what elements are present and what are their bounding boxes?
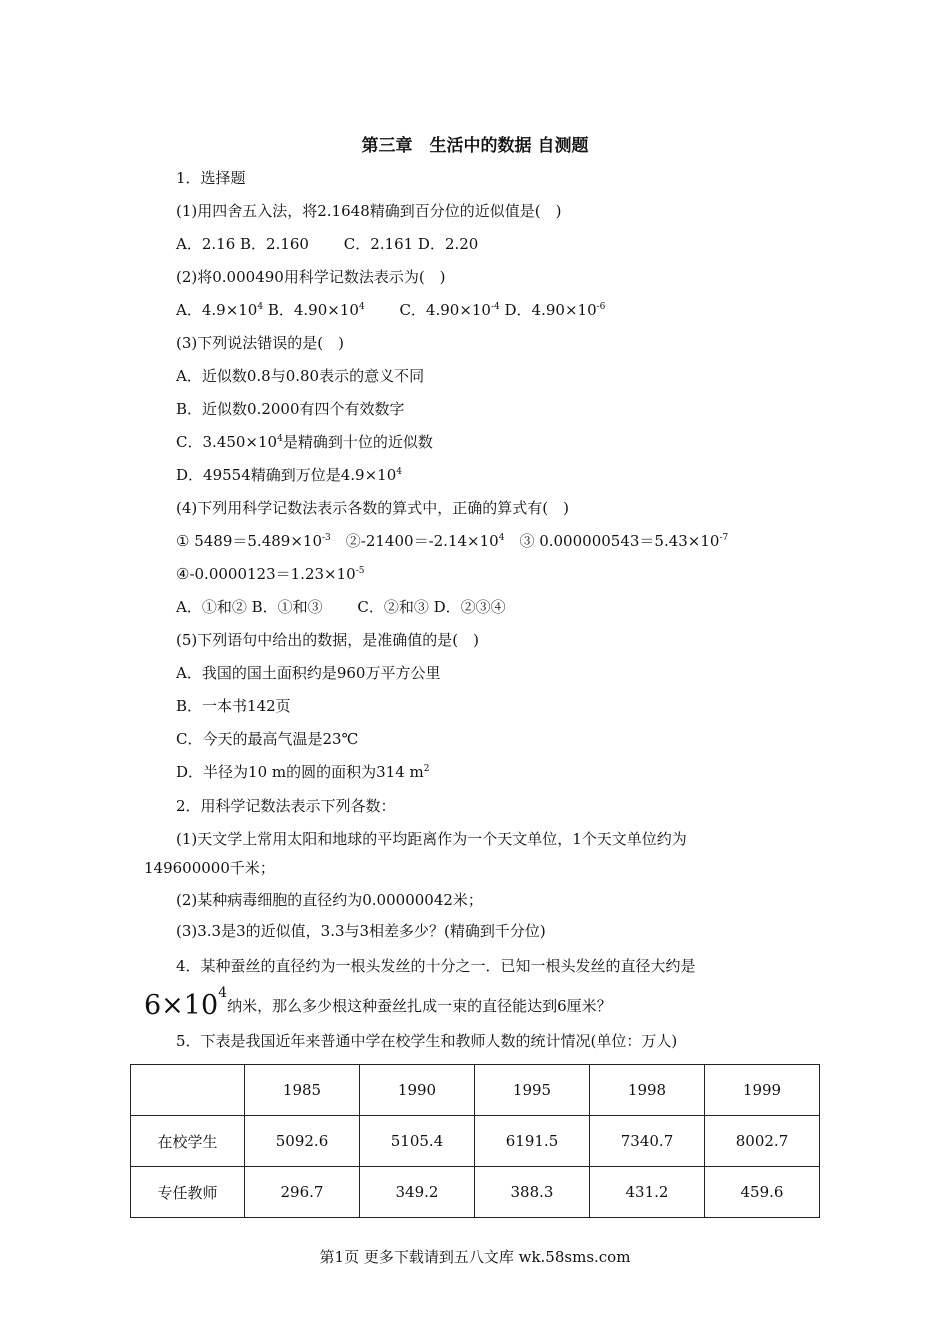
table-cell: 296.7 xyxy=(245,1167,360,1218)
table-cell: 专任教师 xyxy=(131,1167,245,1218)
table-cell: 5105.4 xyxy=(360,1116,475,1167)
q2-3: (3)3.3是3的近似值，3.3与3相差多少？(精确到千分位) xyxy=(176,922,546,940)
table-cell: 1985 xyxy=(245,1065,360,1116)
page-footer: 第1页 更多下载请到五八文库 wk.58sms.com xyxy=(319,1248,631,1266)
table-cell: 1999 xyxy=(705,1065,820,1116)
table-cell: 7340.7 xyxy=(590,1116,705,1167)
q2-1-line2: 149600000千米； xyxy=(144,859,275,877)
table-cell: 388.3 xyxy=(475,1167,590,1218)
table-cell: 在校学生 xyxy=(131,1116,245,1167)
q1-1-options: A．2.16 B．2.160 C．2.161 D．2.20 xyxy=(176,235,479,253)
statistics-table xyxy=(130,1064,820,1218)
table-cell: 459.6 xyxy=(705,1167,820,1218)
table-header-row xyxy=(131,1065,820,1116)
q1-2-options: A．$4.9\times 10^4$ B．$4.90\times 10^4$ C．$4.90\times 10^{-4}$ D．$4.90\times 10^{-6}$ xyxy=(176,301,606,319)
table-cell: 1990 xyxy=(360,1065,475,1116)
table-cell: 431.2 xyxy=(590,1167,705,1218)
q1-5-option-a: A．我国的国土面积约是960万平方公里 xyxy=(176,664,441,682)
q1-3-option-a: A．近似数0.8与0.80表示的意义不同 xyxy=(176,367,425,385)
table-cell: 1995 xyxy=(475,1065,590,1116)
page-title: 第三章 生活中的数据 自测题 xyxy=(361,136,589,156)
q1-2-stem: (2)将0.000490用科学记数法表示为( ) xyxy=(176,268,446,286)
q1-5-option-b: B．一本书142页 xyxy=(176,697,291,715)
q4-line1: 4．某种蚕丝的直径约为一根头发丝的十分之一．已知一根头发丝的直径大约是 xyxy=(176,957,696,975)
q1-4-options: A．①和② B．①和③ C．②和③ D．②③④ xyxy=(176,598,506,616)
q1-5-stem: (5)下列语句中给出的数据，是准确值的是( ) xyxy=(176,631,479,649)
table-cell: 349.2 xyxy=(360,1167,475,1218)
table-cell: 8002.7 xyxy=(705,1116,820,1167)
table-cell: 1998 xyxy=(590,1065,705,1116)
q1-4-expression-4: $④-0.0000123=1.23\times 10^{-5}$ xyxy=(176,565,365,583)
table-cell: 6191.5 xyxy=(475,1116,590,1167)
q1-3-stem: (3)下列说法错误的是( ) xyxy=(176,334,344,352)
q1-4-expressions: ① $5489=5.489\times 10^{-3}$ $②-21400=-2.14\times 10^4$ ③ $0.000000543=5.43\times 10^{-7}$ xyxy=(176,532,729,550)
table-cell: 5092.6 xyxy=(245,1116,360,1167)
table-row xyxy=(131,1116,820,1167)
q1-3-option-b: B．近似数0.2000有四个有效数字 xyxy=(176,400,405,418)
q1-1-stem: (1)用四舍五入法，将2.1648精确到百分位的近似值是( ) xyxy=(176,202,562,220)
q1-heading: 1．选择题 xyxy=(176,169,246,187)
table-row xyxy=(131,1167,820,1218)
q2-heading: 2．用科学记数法表示下列各数： xyxy=(176,797,396,815)
q5-line: 5．下表是我国近年来普通中学在校学生和教师人数的统计情况(单位：万人) xyxy=(176,1032,678,1050)
q1-3-option-c: C．$3.450\times 10^4$是精确到十位的近似数 xyxy=(176,433,433,451)
q2-1-line1: (1)天文学上常用太阳和地球的平均距离作为一个天文单位，1个天文单位约为 xyxy=(176,830,687,848)
table-cell xyxy=(131,1065,245,1116)
q1-5-option-c: C．今天的最高气温是23℃ xyxy=(176,730,359,748)
q2-2: (2)某种病毒细胞的直径约为0.00000042米； xyxy=(176,891,483,909)
q1-3-option-d: D．49554精确到万位是$4.9\times 10^4$ xyxy=(176,466,402,484)
q1-4-stem: (4)下列用科学记数法表示各数的算式中，正确的算式有( ) xyxy=(176,499,569,517)
q4-line2: 6×104纳米，那么多少根这种蚕丝扎成一束的直径能达到6厘米？ xyxy=(144,985,612,1021)
q1-5-option-d: D．半径为10 m的圆的面积为314 $m^2$ xyxy=(176,763,430,781)
